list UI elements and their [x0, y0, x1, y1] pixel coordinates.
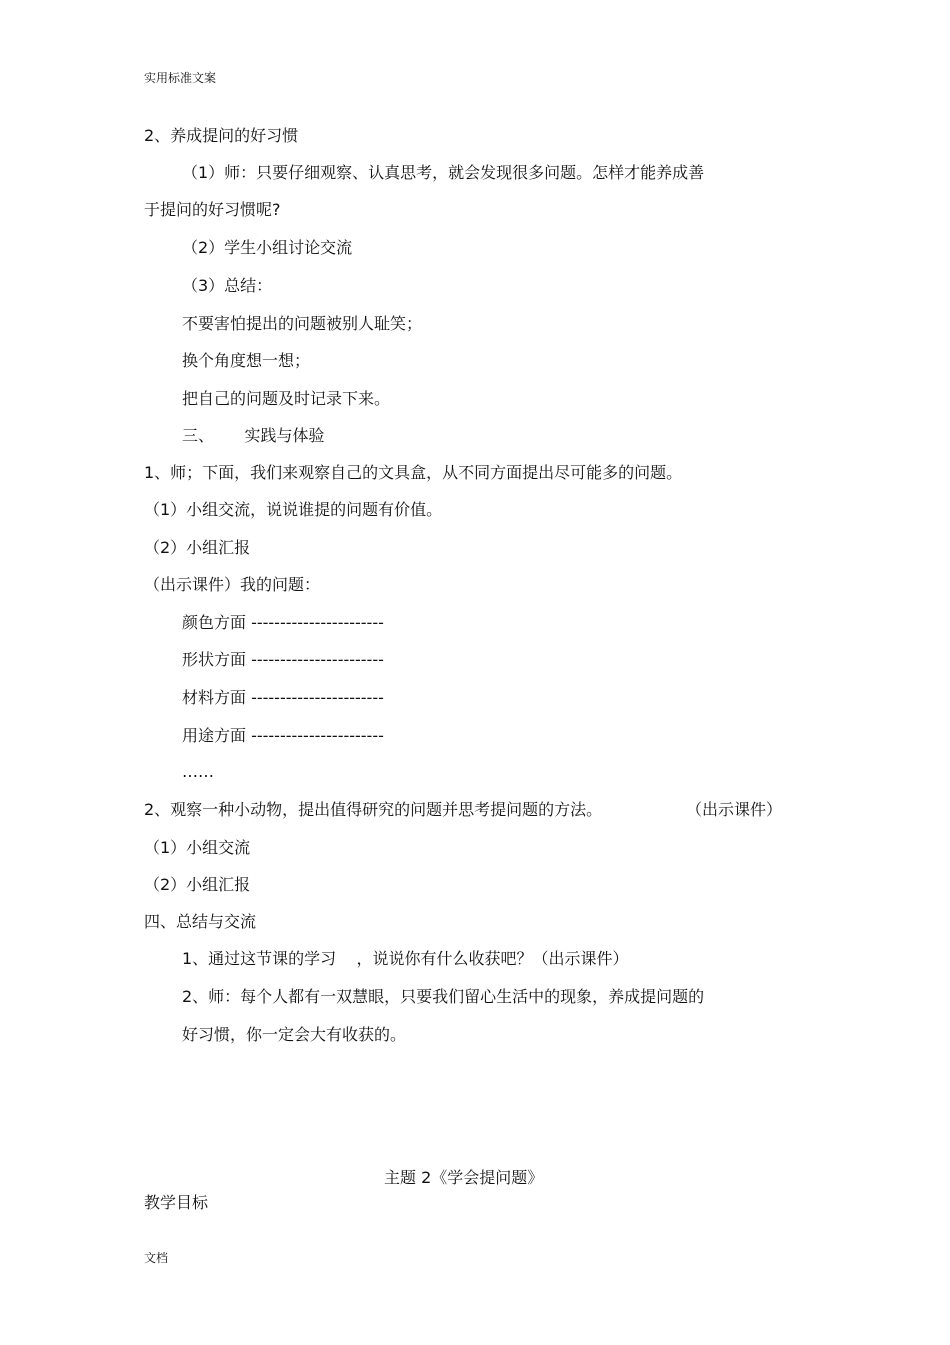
line-16: 材料方面 ----------------------- [182, 688, 384, 707]
line-20: （1）小组交流 [144, 838, 251, 857]
line-11: （1）小组交流，说说谁提的问题有价值。 [144, 500, 443, 519]
line-4: （2）学生小组讨论交流 [182, 238, 353, 257]
page-footer: 文档 [144, 1251, 169, 1265]
line-17: 用途方面 ----------------------- [182, 726, 384, 745]
line-19b: （出示课件） [686, 800, 783, 819]
line-22: 四、总结与交流 [144, 912, 257, 931]
line-10: 1、师；下面，我们来观察自己的文具盒，从不同方面提出尽可能多的问题。 [144, 463, 683, 482]
line-7: 换个角度想一想； [182, 351, 311, 370]
line-3: 于提问的好习惯呢? [144, 200, 281, 219]
line-2: （1）师：只要仔细观察、认真思考，就会发现很多问题。怎样才能养成善 [182, 163, 705, 182]
section-title: 主题 2《学会提问题》 [384, 1168, 544, 1187]
line-27: 教学目标 [144, 1193, 209, 1212]
line-23: 1、通过这节课的学习 ，说说你有什么收获吧？（出示课件） [182, 949, 629, 968]
line-15: 形状方面 ----------------------- [182, 650, 384, 669]
line-6: 不要害怕提出的问题被别人耻笑； [182, 314, 423, 333]
line-12: （2）小组汇报 [144, 538, 251, 557]
line-9: 三、 实践与体验 [182, 426, 325, 445]
page-header: 实用标准文案 [144, 71, 217, 85]
line-18: …… [182, 762, 214, 781]
line-25: 好习惯，你一定会大有收获的。 [182, 1025, 407, 1044]
line-8: 把自己的问题及时记录下来。 [182, 389, 391, 408]
line-14: 颜色方面 ----------------------- [182, 613, 384, 632]
line-13: （出示课件）我的问题： [144, 575, 321, 594]
line-1: 2、养成提问的好习惯 [144, 126, 299, 145]
line-19: 2、观察一种小动物，提出值得研究的问题并思考提问题的方法。 [144, 800, 603, 819]
line-24: 2、师：每个人都有一双慧眼，只要我们留心生活中的现象，养成提问题的 [182, 987, 705, 1006]
line-5: （3）总结： [182, 276, 273, 295]
line-21: （2）小组汇报 [144, 875, 251, 894]
